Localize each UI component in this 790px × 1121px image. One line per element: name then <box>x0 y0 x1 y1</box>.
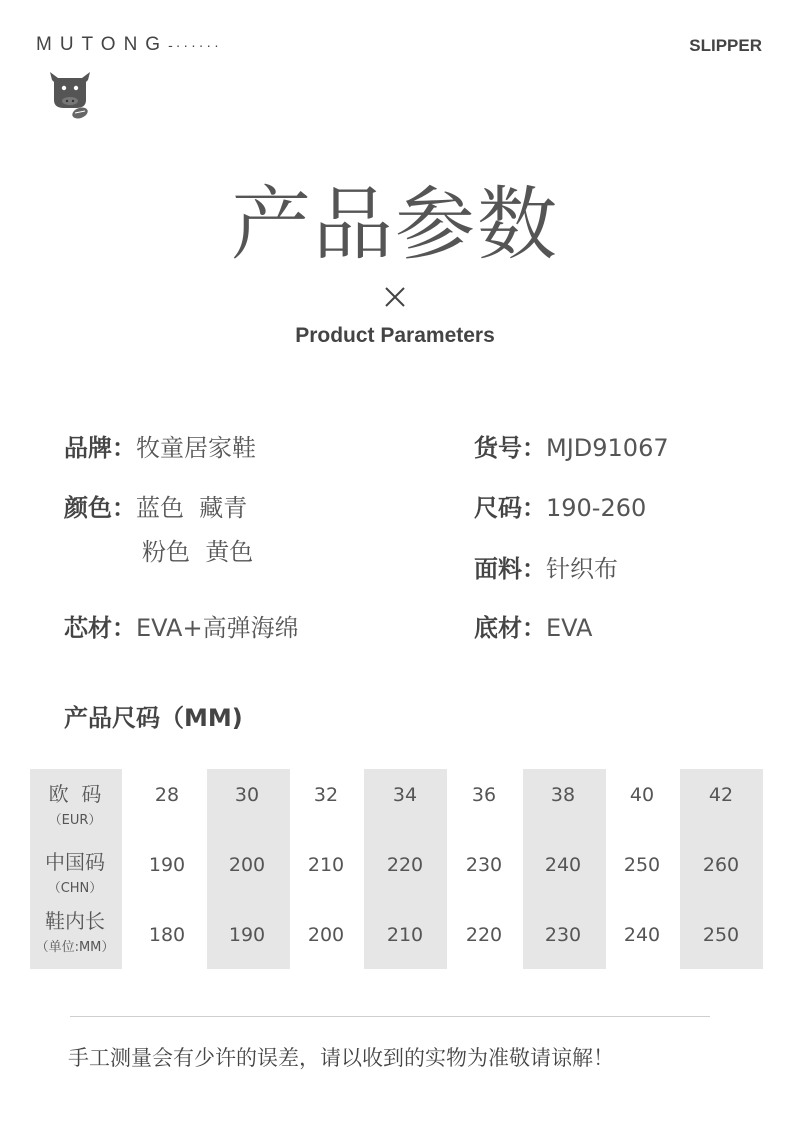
param-fabric-label: 面料： <box>474 555 546 583</box>
table-row-label <box>30 846 120 896</box>
table-cell: 180 <box>148 924 186 946</box>
cow-logo-icon <box>46 66 94 120</box>
param-size <box>474 488 646 523</box>
table-cell: 200 <box>307 924 345 946</box>
param-sole <box>474 608 592 643</box>
table-cell: 40 <box>629 784 655 806</box>
divider <box>70 1016 710 1017</box>
param-color-value-2: 粉色 黄色 <box>142 538 254 566</box>
param-brand-label: 品牌： <box>64 434 136 462</box>
table-cell: 250 <box>623 854 661 876</box>
size-table-title: 产品尺码（MM) <box>64 704 243 732</box>
param-sku-value: MJD91067 <box>546 434 669 462</box>
category-label: SLIPPER <box>689 36 762 55</box>
param-core-value: EVA+高弹海绵 <box>136 614 299 642</box>
row-sublabel-eur: （EUR） <box>48 813 102 828</box>
table-cell: 210 <box>307 854 345 876</box>
table-cell: 220 <box>386 854 424 876</box>
row-label-eur: 欧 码 <box>48 782 102 806</box>
table-cell: 190 <box>148 854 186 876</box>
page-subtitle: Product Parameters <box>295 324 495 347</box>
param-size-label: 尺码： <box>474 494 546 522</box>
cross-icon <box>383 285 407 309</box>
param-sole-value: EVA <box>546 614 593 642</box>
table-cell: 200 <box>228 854 266 876</box>
table-cell: 250 <box>702 924 740 946</box>
table-cell: 230 <box>465 854 503 876</box>
param-brand-value: 牧童居家鞋 <box>136 434 256 462</box>
table-cell: 240 <box>623 924 661 946</box>
measurement-note: 手工测量会有少许的误差，请以收到的实物为准敬请谅解！ <box>68 1046 614 1070</box>
table-cell: 260 <box>702 854 740 876</box>
param-color <box>64 488 247 523</box>
param-sku <box>474 428 669 463</box>
table-row-label <box>30 778 120 828</box>
table-cell: 32 <box>313 784 339 806</box>
table-cell: 230 <box>544 924 582 946</box>
param-sole-label: 底材： <box>474 614 546 642</box>
brand-text: MUTONG <box>36 34 169 55</box>
table-cell: 42 <box>708 784 734 806</box>
param-fabric <box>474 549 618 584</box>
row-sublabel-chn: （CHN） <box>47 881 103 896</box>
param-color-label: 颜色： <box>64 494 136 522</box>
table-cell: 240 <box>544 854 582 876</box>
param-brand <box>64 428 256 463</box>
param-core-label: 芯材： <box>64 614 136 642</box>
param-color-value-1: 蓝色 藏青 <box>136 494 248 522</box>
table-cell: 38 <box>550 784 576 806</box>
table-cell: 36 <box>471 784 497 806</box>
param-size-value: 190-260 <box>546 494 647 522</box>
page-title: 产品参数 <box>231 178 559 271</box>
row-label-length: 鞋内长 <box>45 909 105 933</box>
param-fabric-value: 针织布 <box>546 555 618 583</box>
table-cell: 28 <box>154 784 180 806</box>
table-cell: 34 <box>392 784 418 806</box>
brand-dots: -······ <box>168 37 222 53</box>
table-cell: 30 <box>234 784 260 806</box>
table-cell: 190 <box>228 924 266 946</box>
brand-name <box>36 34 222 56</box>
param-core <box>64 608 299 643</box>
table-cell: 220 <box>465 924 503 946</box>
param-color-line2 <box>142 532 253 567</box>
row-label-chn: 中国码 <box>45 850 105 874</box>
table-row-label <box>30 905 120 955</box>
row-sublabel-length: （单位:MM） <box>35 940 115 955</box>
param-sku-label: 货号： <box>474 434 546 462</box>
table-cell: 210 <box>386 924 424 946</box>
